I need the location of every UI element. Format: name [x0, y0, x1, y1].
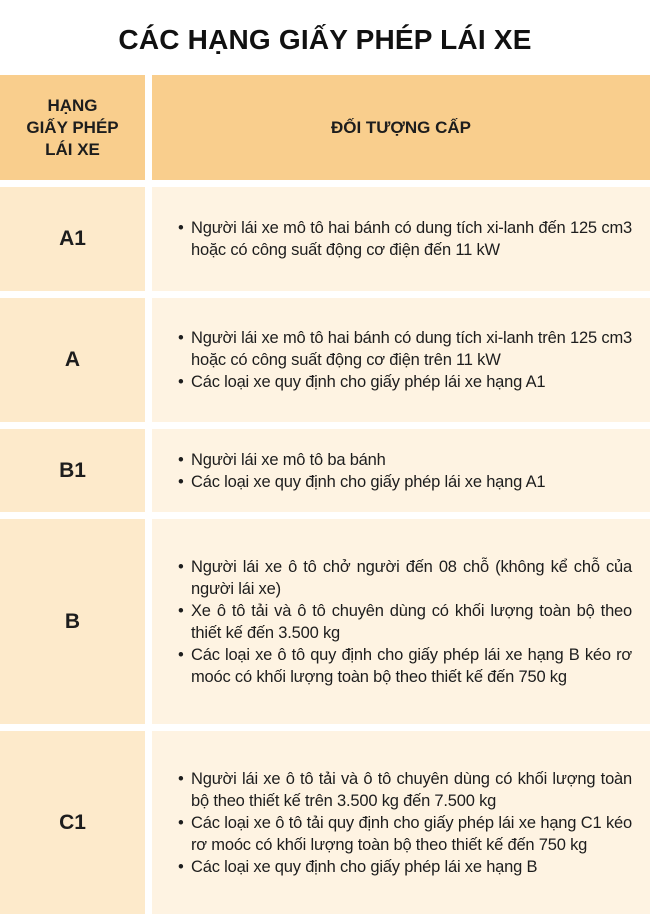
subject-item: • Các loại xe ô tô tải quy định cho giấy phép lái xe hạng C1 kéo rơ moóc có khối lượng toàn bộ theo thiết kế đến 750 kg [178, 812, 632, 856]
subject-item: • Người lái xe ô tô tải và ô tô chuyên dùng có khối lượng toàn bộ theo thiết kế trên 3.500 kg đến 7.500 kg [178, 768, 632, 812]
subject-list [152, 317, 650, 403]
table-row [0, 429, 650, 512]
column-header-license-class: HẠNG GIẤY PHÉP LÁI XE [0, 75, 145, 180]
license-class-cell [0, 731, 145, 914]
table-row [0, 298, 650, 422]
subject-item: • Người lái xe mô tô hai bánh có dung tích xi-lanh trên 125 cm3 hoặc có công suất động cơ điện trên 11 kW [178, 327, 632, 371]
subject-item: • Các loại xe quy định cho giấy phép lái xe hạng B [178, 856, 632, 878]
subjects-cell [152, 187, 650, 291]
subject-list [152, 439, 650, 503]
table-header-row [0, 75, 650, 180]
license-class-label: B1 [59, 458, 86, 482]
license-class-cell [0, 298, 145, 422]
subject-item: • Các loại xe ô tô quy định cho giấy phép lái xe hạng B kéo rơ moóc có khối lượng toàn bộ theo thiết kế đến 750 kg [178, 644, 632, 688]
subject-item: • Xe ô tô tải và ô tô chuyên dùng có khối lượng toàn bộ theo thiết kế đến 3.500 kg [178, 600, 632, 644]
page-title: CÁC HẠNG GIẤY PHÉP LÁI XE [118, 23, 532, 55]
subjects-cell [152, 429, 650, 512]
license-class-label: A [64, 348, 81, 371]
license-table [0, 75, 650, 914]
subject-item: • Người lái xe mô tô hai bánh có dung tích xi-lanh đến 125 cm3 hoặc có công suất động cơ điện đến 11 kW [178, 217, 632, 261]
subject-list [152, 207, 650, 271]
license-class-label: B [64, 609, 81, 633]
subjects-cell [152, 519, 650, 724]
subject-list [152, 758, 650, 888]
column-header-subjects [152, 75, 650, 180]
license-class-label: A1 [59, 227, 86, 250]
license-class-label: C1 [59, 810, 86, 834]
subjects-cell [152, 298, 650, 422]
column-header-subjects-label: ĐỐI TƯỢNG CẤP [330, 117, 472, 137]
subject-item: • Người lái xe mô tô ba bánh [178, 449, 632, 471]
subjects-cell [152, 731, 650, 914]
table-row [0, 519, 650, 724]
license-class-cell [0, 187, 145, 291]
subject-item: • Các loại xe quy định cho giấy phép lái xe hạng A1 [178, 371, 632, 393]
table-row [0, 731, 650, 914]
table-row [0, 187, 650, 291]
subject-list [152, 546, 650, 698]
license-class-cell [0, 429, 145, 512]
license-class-cell [0, 519, 145, 724]
subject-item: • Các loại xe quy định cho giấy phép lái xe hạng A1 [178, 471, 632, 493]
subject-item: • Người lái xe ô tô chở người đến 08 chỗ (không kể chỗ của người lái xe) [178, 556, 632, 600]
